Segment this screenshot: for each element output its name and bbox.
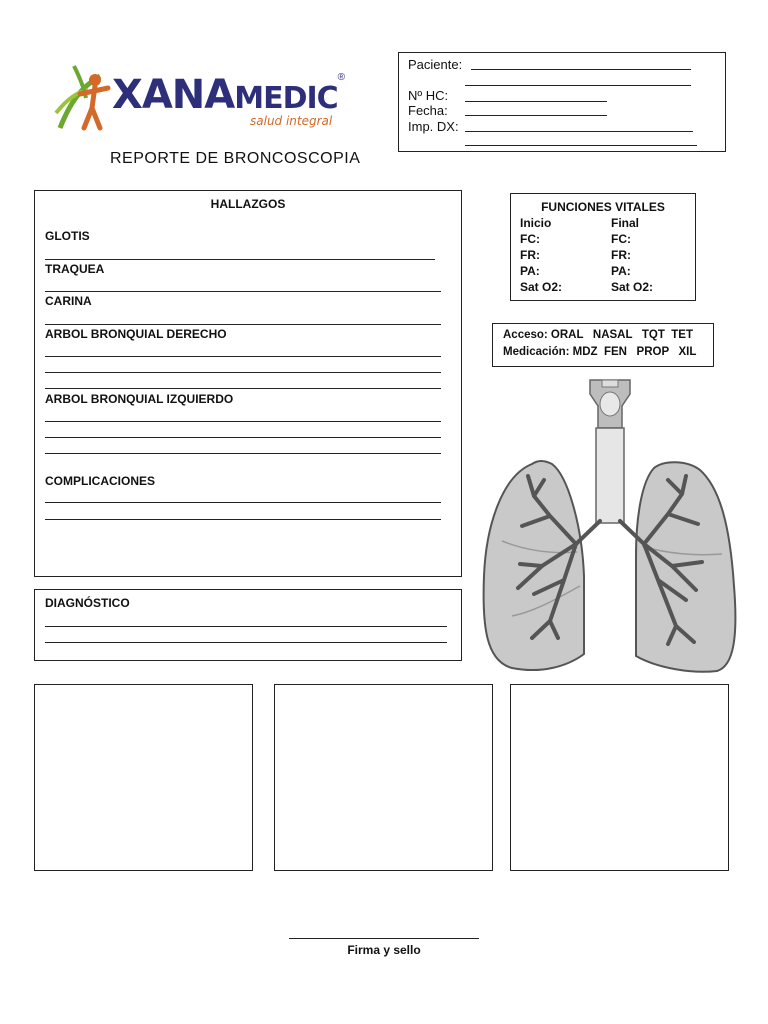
fc-end-label: FC: bbox=[611, 232, 631, 246]
fr-end-label: FR: bbox=[611, 248, 631, 262]
pa-start-label: PA: bbox=[520, 264, 540, 278]
complications-label: COMPLICACIONES bbox=[45, 474, 156, 488]
right-tree-line[interactable] bbox=[45, 372, 441, 373]
traquea-label: TRAQUEA bbox=[45, 262, 105, 276]
date-field[interactable] bbox=[465, 115, 607, 116]
right-tree-line[interactable] bbox=[45, 388, 441, 389]
complications-line[interactable] bbox=[45, 519, 441, 520]
image-box-2[interactable] bbox=[274, 684, 493, 871]
diagnosis-box bbox=[34, 589, 462, 661]
left-tree-line[interactable] bbox=[45, 421, 441, 422]
patient-field[interactable] bbox=[471, 69, 691, 70]
image-box-3[interactable] bbox=[510, 684, 729, 871]
patient-field-2[interactable] bbox=[465, 85, 691, 86]
traquea-line[interactable] bbox=[45, 291, 441, 292]
imp-dx-field[interactable] bbox=[465, 131, 693, 132]
pa-end-label: PA: bbox=[611, 264, 631, 278]
access-box bbox=[492, 323, 714, 367]
medication-line: Medicación: MDZ FEN PROP XIL bbox=[503, 346, 697, 358]
vitals-end-label: Final bbox=[611, 216, 640, 230]
diagnosis-line[interactable] bbox=[45, 642, 447, 643]
vitals-box bbox=[510, 193, 696, 301]
glotis-label: GLOTIS bbox=[45, 229, 90, 243]
right-tree-line[interactable] bbox=[45, 356, 441, 357]
vitals-start-label: Inicio bbox=[520, 216, 552, 230]
diagnosis-line[interactable] bbox=[45, 626, 447, 627]
lungs-illustration bbox=[472, 376, 752, 686]
left-tree-line[interactable] bbox=[45, 437, 441, 438]
patient-info-box bbox=[398, 52, 726, 152]
findings-box bbox=[34, 190, 462, 577]
image-box-1[interactable] bbox=[34, 684, 253, 871]
sat-end-label: Sat O2: bbox=[611, 280, 654, 294]
logo-tagline: salud integral bbox=[250, 114, 333, 128]
logo-brand-accent: MEDIC bbox=[234, 81, 338, 116]
imp-dx-label: Imp. DX: bbox=[408, 119, 459, 134]
logo bbox=[50, 58, 380, 138]
carina-line[interactable] bbox=[45, 324, 441, 325]
fr-start-label: FR: bbox=[520, 248, 540, 262]
right-tree-label: ARBOL BRONQUIAL DERECHO bbox=[45, 327, 227, 341]
report-title: REPORTE DE BRONCOSCOPIA bbox=[110, 150, 361, 167]
fc-start-label: FC: bbox=[520, 232, 540, 246]
logo-brand-main: XANA bbox=[112, 72, 235, 118]
diagnosis-title: DIAGNÓSTICO bbox=[45, 596, 130, 610]
signature-line[interactable] bbox=[289, 938, 479, 939]
imp-dx-field-2[interactable] bbox=[465, 145, 697, 146]
date-label: Fecha: bbox=[408, 103, 448, 118]
sat-start-label: Sat O2: bbox=[520, 280, 563, 294]
signature-label: Firma y sello bbox=[347, 943, 421, 957]
complications-line[interactable] bbox=[45, 502, 441, 503]
glotis-line[interactable] bbox=[45, 259, 435, 260]
logo-figure-icon bbox=[50, 58, 120, 133]
vitals-title: FUNCIONES VITALES bbox=[541, 200, 665, 214]
hc-label: Nº HC: bbox=[408, 88, 449, 103]
patient-label: Paciente: bbox=[408, 57, 463, 72]
access-line: Acceso: ORAL NASAL TQT TET bbox=[503, 329, 693, 341]
carina-label: CARINA bbox=[45, 294, 92, 308]
hc-field[interactable] bbox=[465, 101, 607, 102]
left-tree-line[interactable] bbox=[45, 453, 441, 454]
left-tree-label: ARBOL BRONQUIAL IZQUIERDO bbox=[45, 392, 234, 406]
logo-registered: ® bbox=[337, 72, 346, 83]
findings-title: HALLAZGOS bbox=[210, 197, 286, 211]
